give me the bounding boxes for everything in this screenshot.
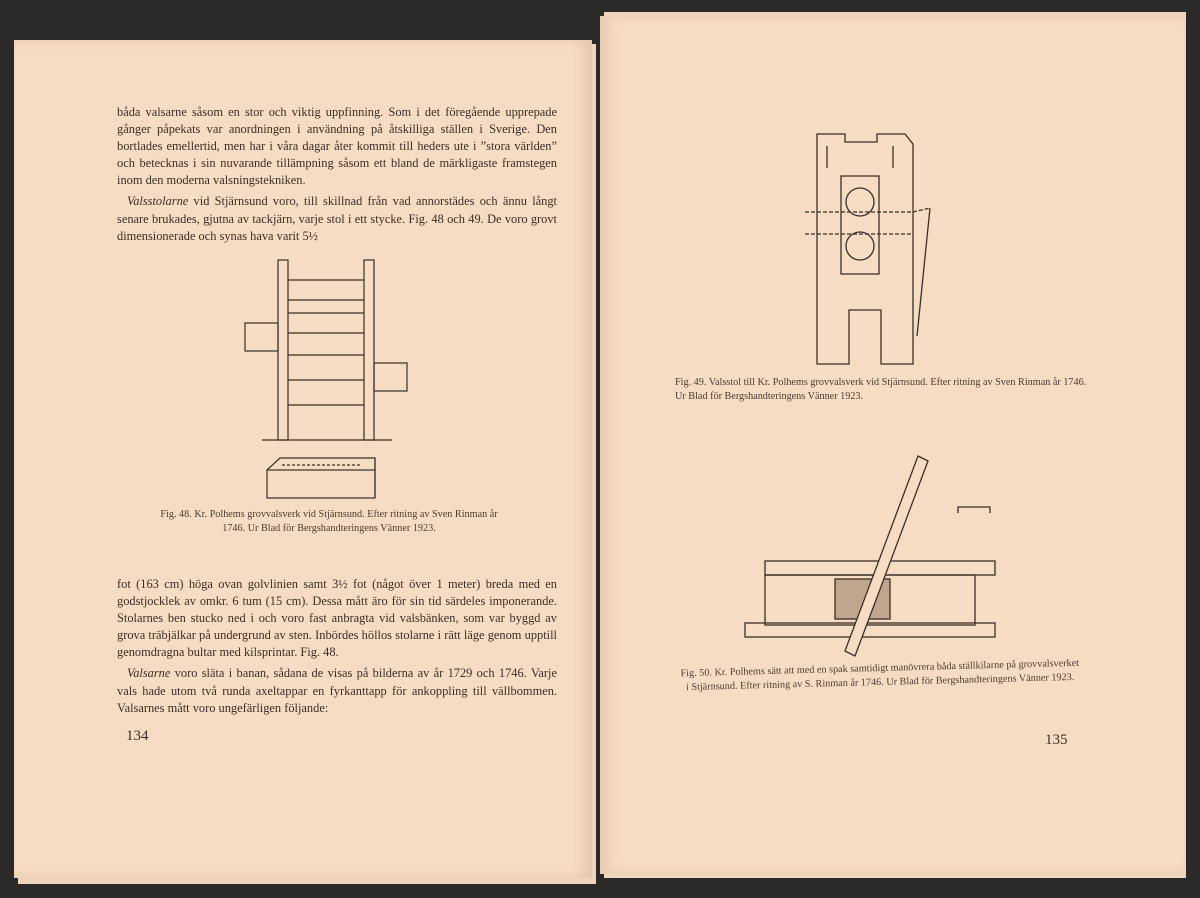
right-page (600, 16, 1185, 874)
page-number-right: 135 (1045, 732, 1068, 748)
figure-50-caption: Fig. 50. Kr. Polhems sätt att med en spak samtidigt manövrera båda ställkilarne på grovvalsverket i Stjärnsund. Efter ritning av S. Rinman år 1746. Ur Blad för Bergshandteringens Vänner 1923. (680, 657, 1080, 693)
paragraph-4-text: voro släta i banan, sådana de visas på bilderna av år 1729 och 1746. Varje vals hade utom två runda axeltappar en fyrkanttapp för ankoppling till vällbommen. Valsarnes mått voro ungefärligen följande: (117, 666, 557, 715)
top-text-block (117, 104, 557, 245)
paragraph-2-text: vid Stjärnsund voro, till skillnad från vad annorstädes och ännu långt senare brukades, gjutna av tackjärn, varje stol i ett stycke. Fig. 48 och 49. De voro grovt dimensionerade och synas hava varit 5½ (117, 194, 557, 243)
paragraph-4 (117, 665, 557, 716)
figure-49-caption: Fig. 49. Valsstol till Kr. Polhems grovvalsverk vid Stjärnsund. Efter ritning av Sven Rinman år 1746. Ur Blad för Bergshandteringens Vänner 1923. (675, 377, 1087, 402)
figure-50-drawing (740, 451, 1010, 661)
italic-term: Valsarne (127, 666, 171, 681)
paragraph-2 (117, 193, 557, 244)
figure-48-caption: Fig. 48. Kr. Polhems grovvalsverk vid Stjärnsund. Efter ritning av Sven Rinman år 1746. Ur Blad för Bergshandteringens Vänner 1923. (160, 509, 498, 534)
italic-term: Valsstolarne (127, 194, 189, 209)
figure-48-drawing (242, 255, 412, 505)
paragraph-1: båda valsarne såsom en stor och viktig uppfinning. Som i det föregående upprepade gånger påpekats var anordningen i användning på åtskilliga ställen i Sverige. Den bortlades emellertid, men har i våra dagar åter kommit till heders ute i ”stora världen” och betecknas i sin nuvarande tillämpning såsom ett bland de märkligaste framstegen inom den moderna valsningstekniken. (117, 105, 557, 188)
page-number-left: 134 (126, 728, 149, 744)
paragraph-3: fot (163 cm) höga ovan golvlinien samt 3½ fot (något över 1 meter) breda med en godstjocklek av omkr. 6 tum (15 cm). Dessa mått äro för sin tid särdeles imponerande. Stolarnes ben stucko ned i och voro fast anbragta vid valsbänken, som var byggd av grova träbjälkar på undergrund av sten. Inbördes höllos stolarne i rätt läge genom upptill genomdragna bultar med kilsprintar. Fig. 48. (117, 577, 557, 660)
left-page (14, 40, 592, 878)
bottom-text-block (117, 576, 557, 717)
figure-49-drawing (805, 128, 935, 368)
